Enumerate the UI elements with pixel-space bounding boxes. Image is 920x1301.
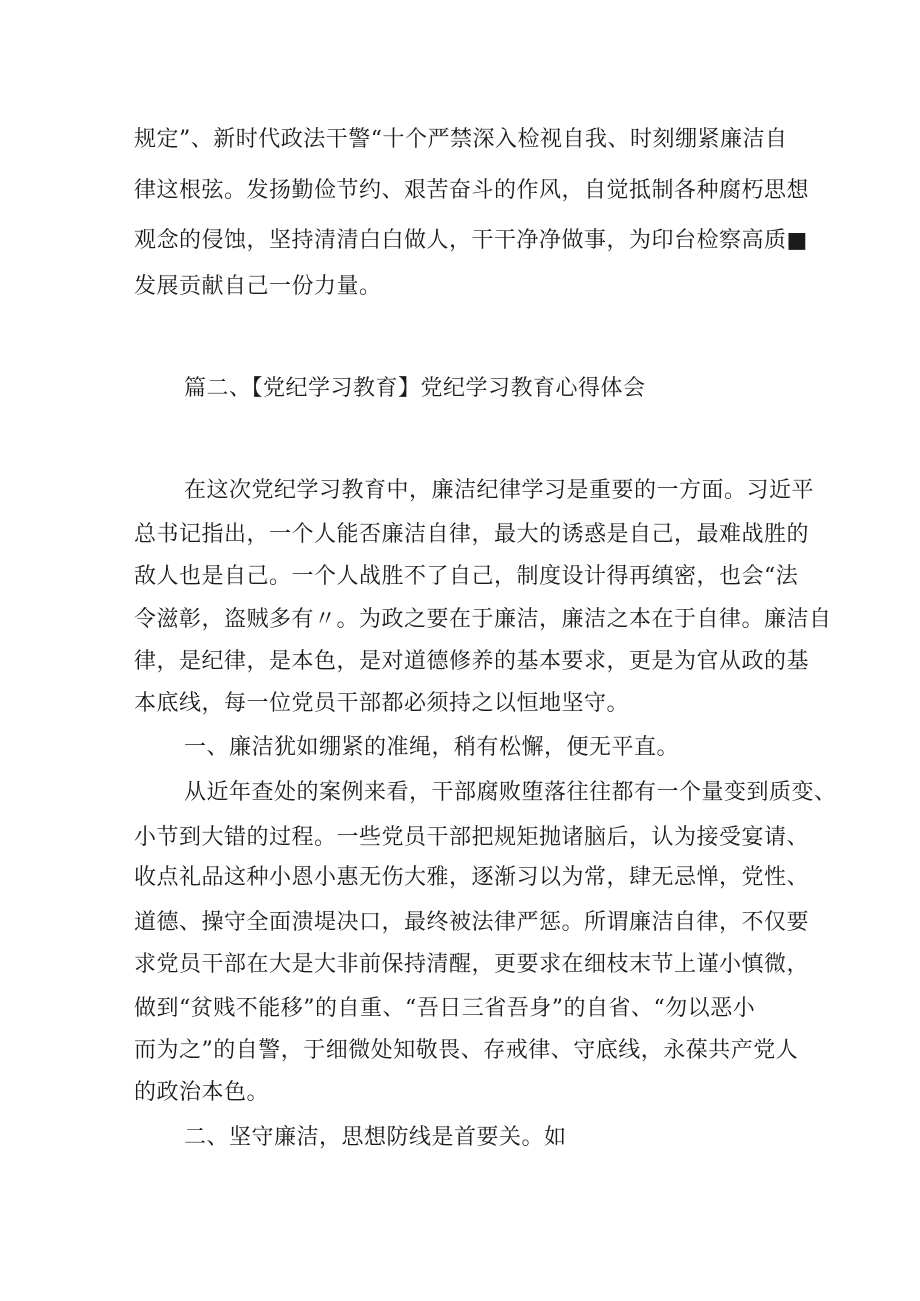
text-line: 观念的侵蚀，坚持清清白白做人，干干净净做事，为印台检察高质■ [134,228,808,253]
text-line: 敌人也是自己。一个人战胜不了自己，制度设计得再缜密，也会“法 [134,564,799,589]
text-line: 从近年查处的案例来看，干部腐败堕落往往都有一个量变到质变、 [184,780,837,805]
text-line: 收点礼品这种小恩小惠无伤大雅，逐渐习以为常，肆无忌惮，党性、 [134,865,810,890]
text-line: 小节到大错的过程。一些党员干部把规矩抛诸脑后，认为接受宴请、 [134,825,810,850]
section-title: 篇二、【党纪学习教育】党纪学习教育心得体会 [184,376,646,401]
text-line: 律，是纪律，是本色，是对道德修养的基本要求，更是为官从政的基 [134,649,810,674]
text-line: 道德、操守全面溃堤决口，最终被法律严惩。所谓廉洁自律，不仅要 [134,910,810,935]
subheading-one: 一、廉洁犹如绷紧的准绳，稍有松懈，便无平直。 [184,735,680,760]
text-line: 求党员干部在大是大非前保持清醒，更要求在细枝末节上谨小慎微， [134,952,810,977]
subheading-two: 二、坚守廉洁，思想防线是首要关。如 [184,1125,567,1150]
text-line: 规定”、新时代政法干警“十个严禁深入检视自我、时刻绷紧廉洁自 [134,127,788,152]
text-line: 律这根弦。发扬勤俭节约、艰苦奋斗的作风，自觉抵制各种腐朽思想 [134,178,810,203]
text-line: 发展贡献自己一份力量。 [134,274,382,299]
text-line: 而为之”的自警，于细微处知敬畏、存戒律、守底线，永葆共产党人 [134,1038,799,1063]
text-line: 总书记指出，一个人能否廉洁自律，最大的诱惑是自己，最难战胜的 [134,522,810,547]
text-line: 令滋彰，盗贼多有〃。为政之要在于廉洁，廉洁之本在于自律。廉洁自 [134,607,832,632]
text-line: 做到“贫贱不能移”的自重、“吾日三省吾身”的自省、“勿以恶小 [134,996,756,1021]
text-line: 的政治本色。 [134,1080,270,1105]
text-line: 本底线，每一位党员干部都必须持之以恒地坚守。 [134,691,630,716]
text-line: 在这次党纪学习教育中，廉洁纪律学习是重要的一方面。习近平 [184,478,815,503]
